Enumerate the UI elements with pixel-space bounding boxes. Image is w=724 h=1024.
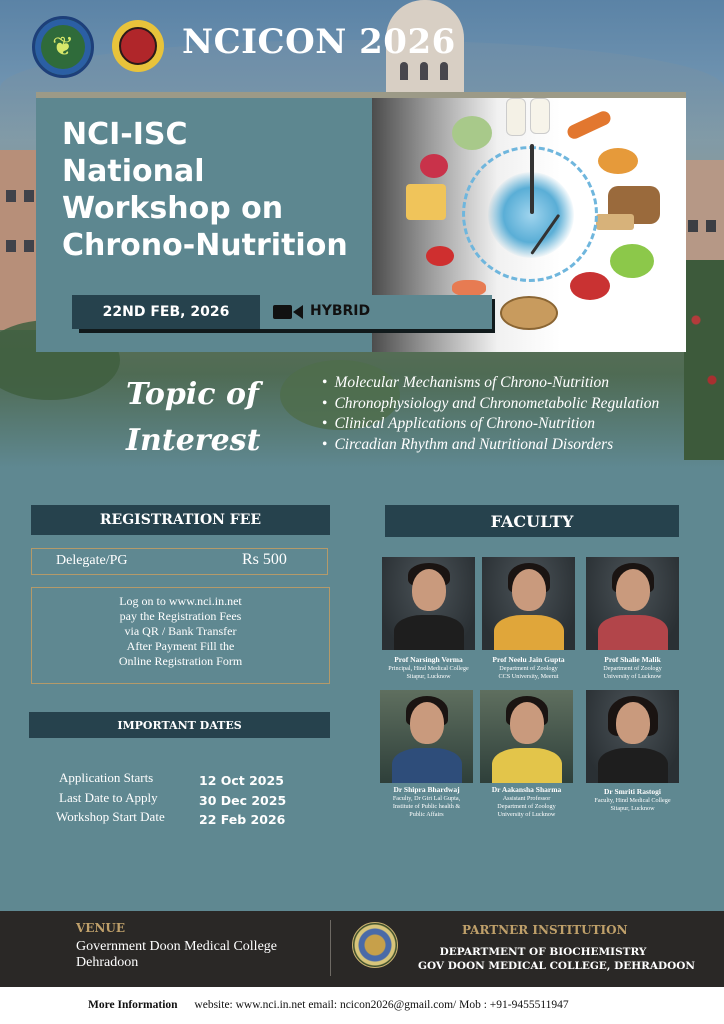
venue-line: Dehradoon: [76, 955, 139, 970]
instruction-line: via QR / Bank Transfer: [124, 624, 237, 638]
faculty-figure: [392, 748, 462, 783]
partner-name: [418, 945, 696, 973]
partner-line: DEPARTMENT OF BIOCHEMISTRY: [439, 946, 647, 958]
faculty-name: Prof Narsingh Verma: [394, 655, 463, 664]
faculty-heading: FACULTY: [385, 505, 679, 537]
faculty-figure: [598, 615, 668, 650]
fee-row: [31, 548, 328, 575]
video-camera-icon: [273, 304, 303, 320]
milk-bottle-icon: [506, 98, 526, 136]
tower-window: [420, 62, 428, 80]
faculty-photo: [586, 690, 679, 783]
topic-item: • Molecular Mechanisms of Chrono-Nutrition: [322, 373, 659, 394]
topic-heading-line: Topic of: [126, 377, 259, 412]
venue-label: VENUE: [76, 921, 126, 935]
instruction-line: Online Registration Form: [118, 654, 243, 668]
event-title: NCICON 2026: [182, 22, 456, 62]
faculty-name: Dr Smriti Rastogi: [604, 787, 661, 796]
toast-icon: [596, 214, 634, 230]
faculty-figure: [494, 615, 564, 650]
instruction-line: After Payment Fill the: [126, 639, 235, 653]
title-line: NCI-ISC: [62, 117, 188, 152]
venue-line: Government Doon Medical College: [76, 939, 278, 954]
registration-heading: REGISTRATION FEE: [31, 505, 330, 535]
affiliation-line: Sitapur, Lucknow: [610, 805, 655, 812]
affiliation-line: Public Affairs: [409, 811, 444, 818]
faculty-face: [616, 569, 650, 611]
apple-icon: [610, 244, 654, 278]
faculty-figure: [394, 615, 464, 650]
topic-list: [322, 373, 659, 455]
affiliation-line: Department of Zoology: [603, 665, 662, 672]
building-window: [6, 240, 16, 252]
instruction-line: Log on to www.nci.in.net: [119, 594, 242, 608]
faculty-photo: [480, 690, 573, 783]
clock-hand-icon: [530, 144, 534, 214]
topic-item: • Chronophysiology and Chronometabolic Regulation: [322, 394, 659, 415]
affiliation-line: CCS University, Meerut: [498, 673, 559, 680]
contact-details: website: www.nci.in.net email: ncicon2026@gmail.com/ Mob : +91-9455511947: [194, 999, 569, 1011]
important-dates-heading: IMPORTANT DATES: [29, 712, 330, 738]
faculty-photo: [482, 557, 575, 650]
event-date: 22ND FEB, 2026: [72, 295, 260, 329]
event-mode: HYBRID: [310, 303, 371, 319]
building-window: [24, 190, 34, 202]
workshop-title: [62, 116, 382, 264]
milk-bottle-icon: [530, 98, 550, 134]
venue-name: [76, 939, 277, 971]
eggs-basket-icon: [500, 296, 558, 330]
faculty-name: Prof Shalie Malik: [604, 655, 661, 664]
fee-category: Delegate/PG: [56, 553, 128, 568]
topic-item: • Circadian Rhythm and Nutritional Disorders: [322, 435, 659, 456]
cheese-icon: [406, 184, 446, 220]
affiliation-line: Institute of Public health &: [392, 803, 461, 810]
date-label: Application Starts: [59, 770, 154, 785]
tomato-icon: [570, 272, 610, 300]
date-value: 30 Dec 2025: [199, 793, 287, 808]
faculty-affiliation: [378, 795, 475, 819]
faculty-face: [410, 702, 444, 744]
faculty-affiliation: [480, 795, 573, 819]
faculty-affiliation: [482, 665, 575, 681]
title-line: Chrono-Nutrition: [62, 228, 348, 263]
salmon-icon: [452, 280, 486, 296]
partner-label: PARTNER INSTITUTION: [462, 923, 628, 937]
isc-logo-center: [119, 27, 157, 65]
nci-logo: [32, 16, 94, 78]
affiliation-line: University of Lucknow: [497, 811, 556, 818]
title-line: National: [62, 154, 205, 189]
affiliation-line: Faculty, Dr Giri Lal Gupta,: [392, 795, 461, 802]
berries-icon: [420, 154, 448, 178]
affiliation-line: Department of Zoology: [499, 665, 558, 672]
faculty-face: [616, 702, 650, 744]
topic-item: • Clinical Applications of Chrono-Nutrition: [322, 414, 659, 435]
fruit-icon: [598, 148, 638, 174]
faculty-face: [512, 569, 546, 611]
topic-heading-line: Interest: [126, 423, 261, 458]
affiliation-line: Assistant Professor: [502, 795, 551, 802]
faculty-photo: [382, 557, 475, 650]
partner-logo: [352, 922, 398, 968]
affiliation-line: Faculty, Hind Medical College: [594, 797, 671, 804]
partner-line: GOV DOON MEDICAL COLLEGE, DEHRADOON: [418, 960, 696, 972]
fee-amount: Rs 500: [242, 551, 287, 568]
date-value: 12 Oct 2025: [199, 773, 284, 788]
faculty-figure: [492, 748, 562, 783]
faculty-face: [412, 569, 446, 611]
building-window: [24, 240, 34, 252]
affiliation-line: University of Lucknow: [603, 673, 662, 680]
affiliation-line: Department of Zoology: [497, 803, 556, 810]
building-left: [0, 150, 40, 330]
more-info-label: More Information: [88, 999, 178, 1011]
affiliation-line: Principal, Hind Medical College: [388, 665, 469, 672]
contact-info: [88, 999, 569, 1011]
leaf-icon: ❦: [52, 32, 74, 62]
faculty-photo: [586, 557, 679, 650]
date-value: 22 Feb 2026: [199, 812, 286, 827]
isc-logo: [112, 14, 164, 78]
building-window: [688, 220, 698, 232]
faculty-name: Dr Shipra Bhardwaj: [393, 785, 460, 794]
faculty-affiliation: [586, 665, 679, 681]
faculty-name: Prof Neelu Jain Gupta: [492, 655, 565, 664]
tower-window: [400, 62, 408, 80]
instruction-line: pay the Registration Fees: [119, 609, 242, 623]
flower-bed: [684, 260, 724, 460]
faculty-affiliation: [382, 665, 475, 681]
strawberry-icon: [426, 246, 454, 266]
building-window: [6, 190, 16, 202]
title-line: Workshop on: [62, 191, 284, 226]
building-window: [706, 220, 716, 232]
date-label: Workshop Start Date: [56, 809, 165, 824]
faculty-face: [510, 702, 544, 744]
faculty-affiliation: [586, 797, 679, 813]
tower-window: [440, 62, 448, 80]
footer-divider: [330, 920, 331, 976]
faculty-photo: [380, 690, 473, 783]
topic-heading: [126, 372, 260, 464]
isc-logo-ring: [112, 20, 164, 72]
registration-instructions: [31, 587, 330, 684]
date-label: Last Date to Apply: [59, 790, 158, 805]
cabbage-icon: [452, 116, 492, 150]
faculty-figure: [598, 748, 668, 783]
affiliation-line: Sitapur, Lucknow: [406, 673, 451, 680]
faculty-name: Dr Aakansha Sharma: [491, 785, 562, 794]
